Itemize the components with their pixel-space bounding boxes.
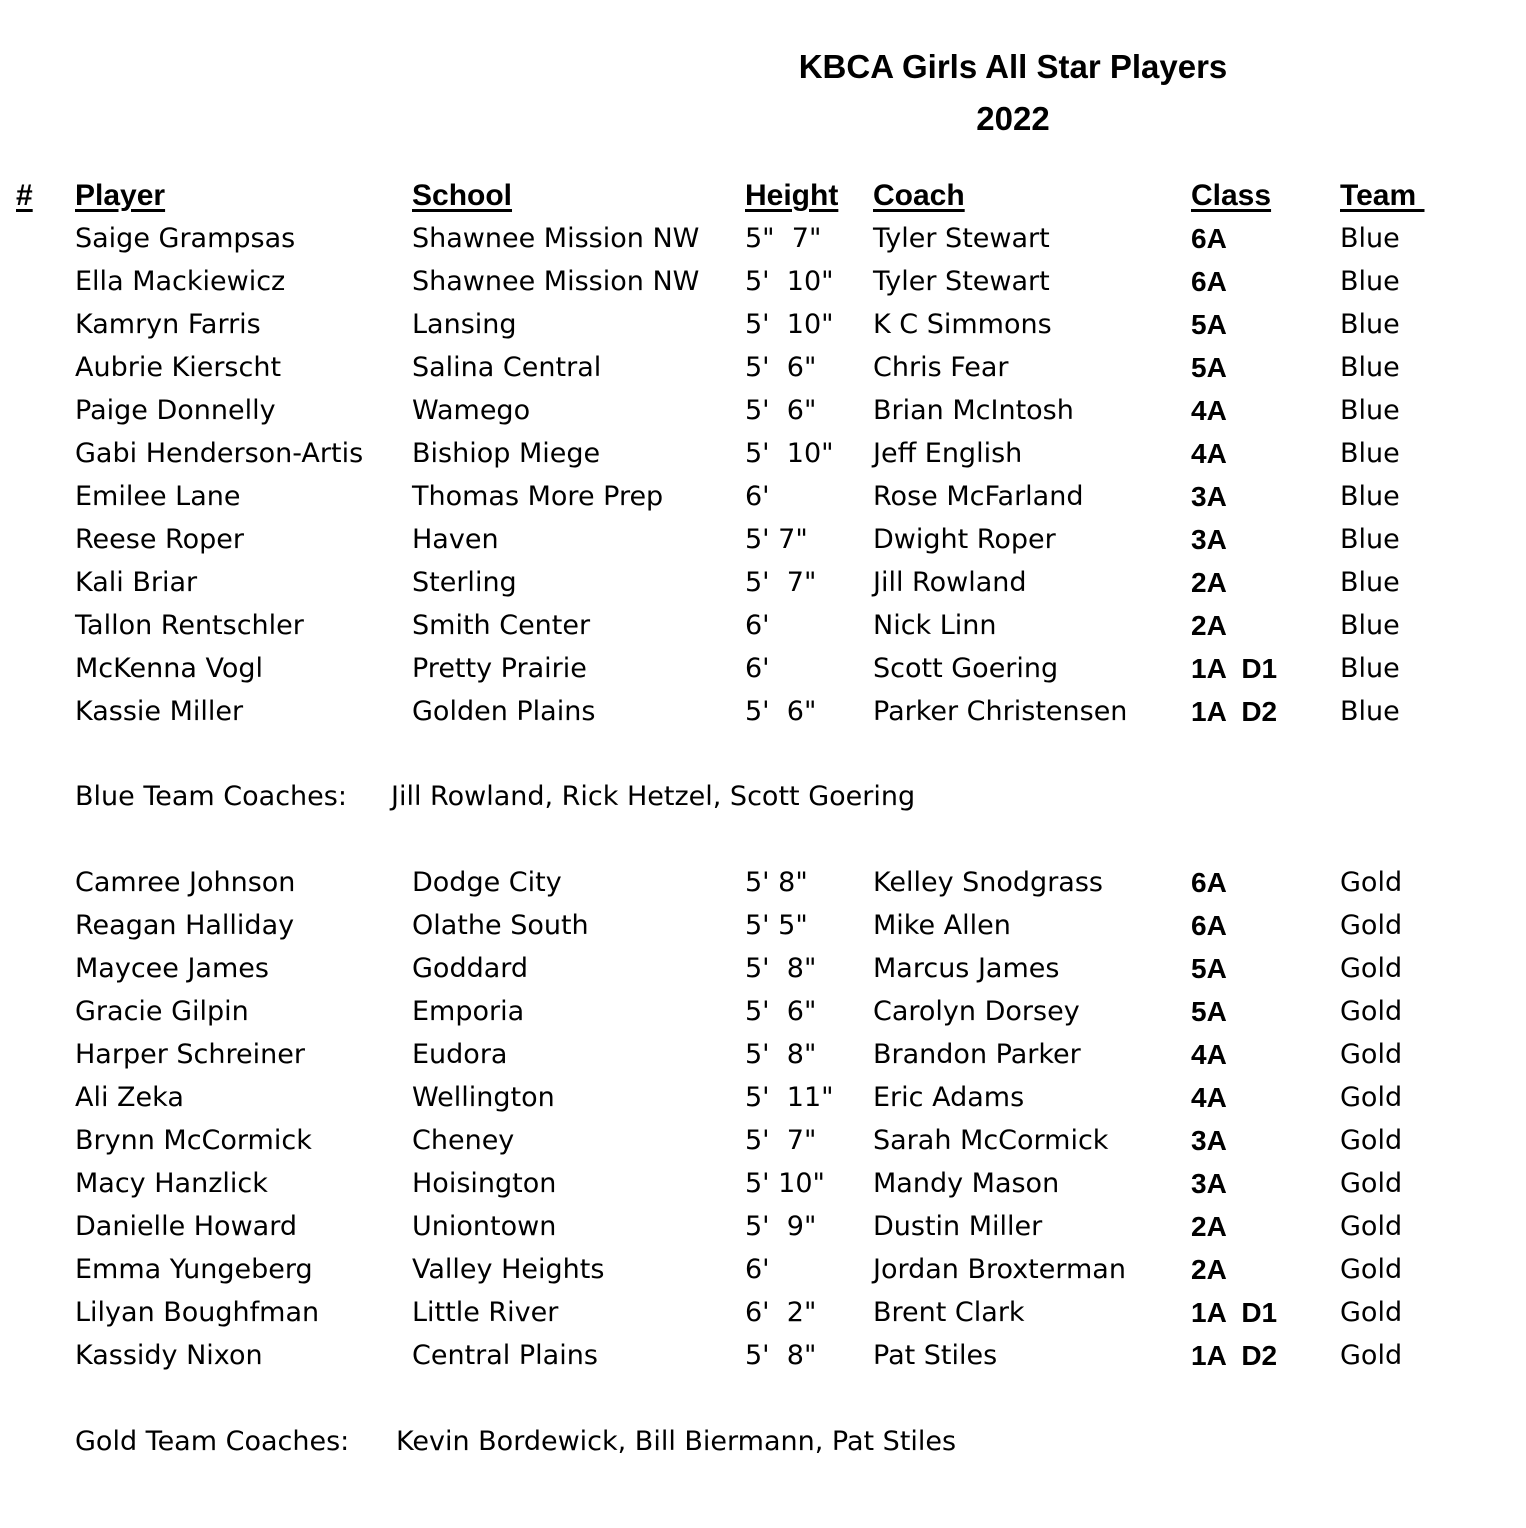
cell-team: Gold [1340,1211,1403,1242]
cell-class: 6A [1191,223,1227,254]
cell-team: Gold [1340,1297,1403,1328]
cell-class: 3A [1191,1168,1227,1199]
cell-school: Haven [412,524,499,555]
cell-player: Lilyan Boughfman [75,1297,320,1328]
cell-player: Reagan Halliday [75,910,295,941]
cell-player: Kassidy Nixon [75,1340,263,1371]
cell-class: 5A [1191,953,1227,984]
blue-coaches-label: Blue Team Coaches: [75,781,347,812]
table-row [0,990,1526,1033]
cell-height: 5' 10" [745,438,834,469]
header-team: Team [1340,179,1425,212]
table-row [0,475,1526,518]
cell-team: Blue [1340,696,1400,727]
table-row [0,947,1526,990]
table-row [0,1248,1526,1291]
page-year: 2022 [976,100,1050,137]
cell-height: 5' 11" [745,1082,834,1113]
cell-height: 5' 6" [745,395,817,426]
cell-team: Gold [1340,1039,1403,1070]
cell-coach: Carolyn Dorsey [873,996,1080,1027]
cell-team: Gold [1340,1125,1403,1156]
cell-team: Gold [1340,1082,1403,1113]
cell-height: 6' [745,481,770,512]
cell-height: 5' 6" [745,696,817,727]
cell-school: Eudora [412,1039,508,1070]
page-title: KBCA Girls All Star Players [798,48,1228,85]
cell-coach: Mandy Mason [873,1168,1060,1199]
cell-player: Saige Grampsas [75,223,296,254]
cell-class: 1A D2 [1191,1340,1278,1371]
cell-team: Gold [1340,1168,1403,1199]
cell-class: 3A [1191,524,1227,555]
cell-class: 4A [1191,438,1227,469]
cell-school: Salina Central [412,352,602,383]
cell-school: Cheney [412,1125,515,1156]
table-row [0,690,1526,733]
cell-class: 6A [1191,266,1227,297]
header-player: Player [75,179,166,212]
table-row [0,346,1526,389]
cell-player: Macy Hanzlick [75,1168,268,1199]
table-row [0,389,1526,432]
gold-coaches-names: Kevin Bordewick, Bill Biermann, Pat Stiles [396,1426,957,1457]
cell-height: 6' 2" [745,1297,817,1328]
cell-team: Gold [1340,1340,1403,1371]
cell-player: Maycee James [75,953,269,984]
table-row [0,260,1526,303]
cell-coach: Chris Fear [873,352,1009,383]
header-num: # [16,179,33,212]
table-row [0,303,1526,346]
cell-team: Blue [1340,481,1400,512]
cell-player: Ella Mackiewicz [75,266,286,297]
table-row [0,1334,1526,1377]
cell-coach: Sarah McCormick [873,1125,1109,1156]
cell-team: Blue [1340,653,1400,684]
cell-team: Gold [1340,910,1403,941]
cell-player: Kamryn Farris [75,309,261,340]
cell-team: Blue [1340,395,1400,426]
cell-player: Brynn McCormick [75,1125,312,1156]
table-row [0,518,1526,561]
table-row [0,1291,1526,1334]
table-row [0,561,1526,604]
cell-player: Emilee Lane [75,481,241,512]
cell-class: 3A [1191,481,1227,512]
table-row [0,604,1526,647]
cell-school: Bishiop Miege [412,438,601,469]
cell-school: Emporia [412,996,525,1027]
gold-coaches-line [0,1420,1526,1463]
cell-height: 5' 7" [745,524,808,555]
cell-team: Gold [1340,996,1403,1027]
cell-coach: K C Simmons [873,309,1052,340]
cell-team: Blue [1340,567,1400,598]
cell-team: Blue [1340,610,1400,641]
cell-school: Little River [412,1297,559,1328]
cell-coach: Eric Adams [873,1082,1025,1113]
cell-school: Uniontown [412,1211,557,1242]
cell-player: Reese Roper [75,524,244,555]
cell-class: 2A [1191,1211,1227,1242]
cell-height: 5' 8" [745,1039,817,1070]
gold-coaches-label: Gold Team Coaches: [75,1426,350,1457]
cell-coach: Dustin Miller [873,1211,1043,1242]
header-height: Height [745,179,839,212]
cell-coach: Tyler Stewart [873,223,1050,254]
cell-school: Central Plains [412,1340,598,1371]
cell-player: Emma Yungeberg [75,1254,313,1285]
cell-coach: Scott Goering [873,653,1059,684]
cell-height: 5' 10" [745,266,834,297]
cell-team: Blue [1340,438,1400,469]
cell-player: Kali Briar [75,567,198,598]
table-row [0,1076,1526,1119]
cell-player: Danielle Howard [75,1211,297,1242]
cell-coach: Jill Rowland [873,567,1027,598]
cell-class: 3A [1191,1125,1227,1156]
cell-team: Blue [1340,266,1400,297]
table-row [0,432,1526,475]
cell-class: 2A [1191,610,1227,641]
cell-school: Wamego [412,395,531,426]
cell-coach: Nick Linn [873,610,997,641]
cell-player: Ali Zeka [75,1082,184,1113]
cell-height: 5' 8" [745,953,817,984]
cell-class: 1A D1 [1191,653,1278,684]
cell-school: Olathe South [412,910,589,941]
cell-class: 1A D2 [1191,696,1278,727]
cell-school: Smith Center [412,610,591,641]
cell-school: Goddard [412,953,529,984]
cell-coach: Marcus James [873,953,1060,984]
cell-team: Blue [1340,524,1400,555]
cell-height: 5' 9" [745,1211,817,1242]
cell-school: Dodge City [412,867,562,898]
cell-team: Gold [1340,867,1403,898]
cell-class: 2A [1191,567,1227,598]
cell-coach: Tyler Stewart [873,266,1050,297]
cell-player: Gabi Henderson-Artis [75,438,364,469]
cell-coach: Jordan Broxterman [873,1254,1126,1285]
cell-coach: Jeff English [873,438,1023,469]
cell-school: Valley Heights [412,1254,605,1285]
cell-height: 5' 5" [745,910,808,941]
cell-height: 5' 10" [745,1168,825,1199]
cell-school: Lansing [412,309,517,340]
cell-school: Wellington [412,1082,555,1113]
cell-height: 5' 8" [745,1340,817,1371]
cell-team: Blue [1340,352,1400,383]
cell-class: 4A [1191,395,1227,426]
cell-coach: Parker Christensen [873,696,1128,727]
table-row [0,647,1526,690]
cell-player: Aubrie Kierscht [75,352,282,383]
header-class: Class [1191,179,1272,212]
table-row [0,1033,1526,1076]
cell-coach: Pat Stiles [873,1340,998,1371]
cell-school: Golden Plains [412,696,596,727]
cell-class: 5A [1191,996,1227,1027]
cell-class: 4A [1191,1039,1227,1070]
cell-team: Gold [1340,1254,1403,1285]
cell-coach: Brandon Parker [873,1039,1081,1070]
cell-class: 6A [1191,910,1227,941]
cell-coach: Dwight Roper [873,524,1056,555]
cell-class: 5A [1191,352,1227,383]
cell-team: Blue [1340,309,1400,340]
cell-school: Thomas More Prep [412,481,664,512]
cell-coach: Brian McIntosh [873,395,1074,426]
cell-coach: Kelley Snodgrass [873,867,1103,898]
cell-class: 1A D1 [1191,1297,1278,1328]
cell-height: 5' 7" [745,567,817,598]
cell-player: Paige Donnelly [75,395,276,426]
cell-coach: Rose McFarland [873,481,1084,512]
cell-player: Kassie Miller [75,696,244,727]
header-school: School [412,179,513,212]
cell-team: Blue [1340,223,1400,254]
cell-school: Hoisington [412,1168,557,1199]
cell-class: 6A [1191,867,1227,898]
cell-team: Gold [1340,953,1403,984]
cell-height: 5" 7" [745,223,822,254]
table-row [0,1205,1526,1248]
cell-class: 4A [1191,1082,1227,1113]
blue-coaches-names: Jill Rowland, Rick Hetzel, Scott Goering [391,781,916,812]
table-row [0,861,1526,904]
cell-player: Camree Johnson [75,867,296,898]
table-row [0,1162,1526,1205]
table-row [0,1119,1526,1162]
cell-player: Tallon Rentschler [75,610,304,641]
cell-school: Shawnee Mission NW [412,266,700,297]
cell-height: 6' [745,1254,770,1285]
cell-coach: Mike Allen [873,910,1011,941]
cell-school: Pretty Prairie [412,653,587,684]
header-coach: Coach [873,179,965,212]
cell-school: Shawnee Mission NW [412,223,700,254]
cell-school: Sterling [412,567,517,598]
table-row [0,904,1526,947]
cell-class: 2A [1191,1254,1227,1285]
table-header [0,174,1526,217]
table-row [0,217,1526,260]
cell-height: 5' 6" [745,996,817,1027]
blue-coaches-line [0,775,1526,818]
cell-height: 5' 7" [745,1125,817,1156]
cell-player: Gracie Gilpin [75,996,249,1027]
cell-height: 5' 8" [745,867,808,898]
cell-height: 6' [745,653,770,684]
cell-height: 6' [745,610,770,641]
cell-coach: Brent Clark [873,1297,1025,1328]
cell-player: McKenna Vogl [75,653,263,684]
cell-class: 5A [1191,309,1227,340]
cell-player: Harper Schreiner [75,1039,305,1070]
cell-height: 5' 10" [745,309,834,340]
cell-height: 5' 6" [745,352,817,383]
